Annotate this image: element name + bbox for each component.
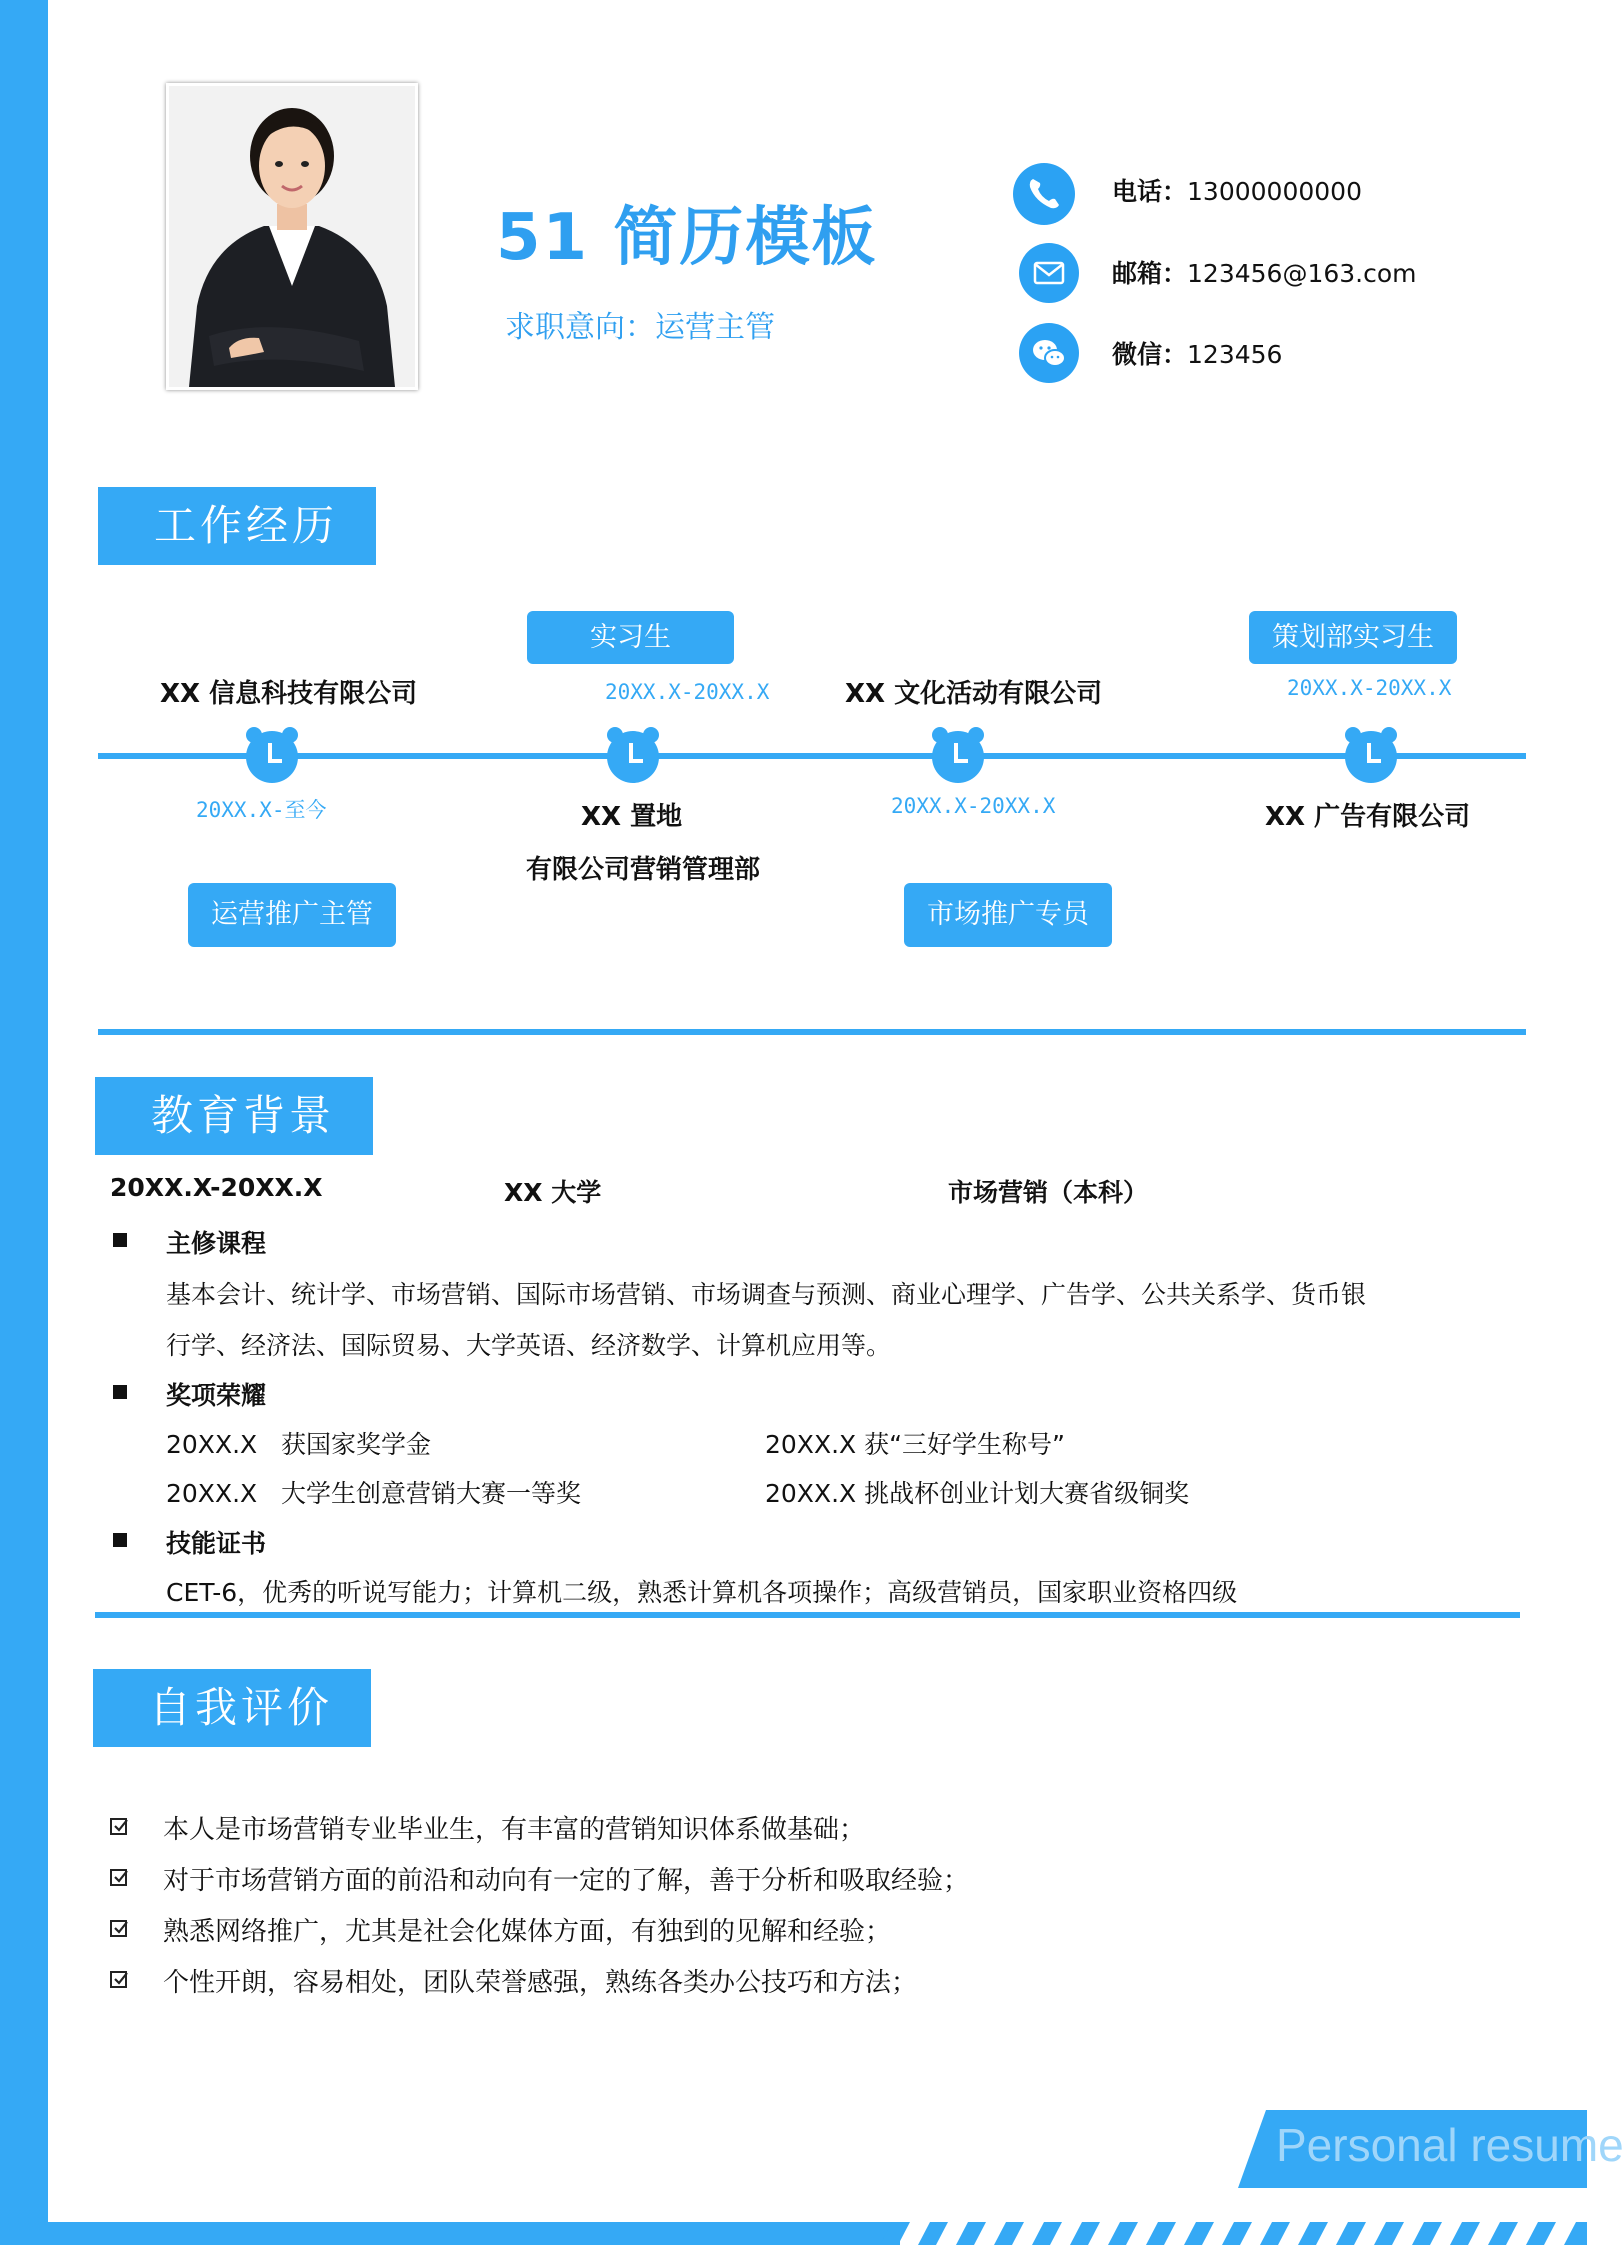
self-eval-item: 本人是市场营销专业毕业生，有丰富的营销知识体系做基础； [163, 1815, 866, 1845]
contact-wechat-value: 123456 [1187, 340, 1283, 369]
award-text: 大学生创意营销大赛一等奖 [280, 1479, 581, 1508]
bullet-square [113, 1533, 127, 1547]
contact-email-value: 123456@163.com [1187, 259, 1417, 288]
bottom-accent-bar [0, 2222, 900, 2245]
award-text: 获国家奖学金 [280, 1430, 431, 1459]
award-year: 20XX.X [765, 1430, 857, 1459]
timeline-date: 20XX.X-20XX.X [1287, 676, 1452, 700]
section-self-eval-header [93, 1669, 371, 1747]
award-text: 挑战杯创业计划大赛省级铜奖 [864, 1479, 1190, 1508]
award-item [765, 1474, 1189, 1510]
education-school: XX 大学 [504, 1178, 602, 1207]
checkbox-icon [110, 1818, 127, 1835]
self-eval-item: 个性开朗，容易相处，团队荣誉感强，熟练各类办公技巧和方法； [163, 1968, 918, 1998]
education-major: 市场营销（本科） [948, 1178, 1149, 1207]
section-divider [98, 1029, 1526, 1035]
contact-phone [1112, 172, 1362, 208]
timeline-role-badge: 实习生 [527, 611, 734, 664]
checkbox-icon [110, 1920, 127, 1937]
skills-text: CET-6，优秀的听说写能力；计算机二级，熟悉计算机各项操作；高级营销员，国家职业资格四级 [166, 1578, 1238, 1607]
timeline-company: XX 文化活动有限公司 [845, 679, 1103, 709]
timeline-date: 20XX.X-20XX.X [605, 680, 770, 704]
contact-email [1112, 254, 1417, 290]
timeline-company: 有限公司营销管理部 [526, 855, 761, 885]
checkbox-icon [110, 1869, 127, 1886]
timeline-role-badge: 策划部实习生 [1249, 611, 1457, 664]
courses-text: 基本会计、统计学、市场营销、国际市场营销、市场调查与预测、商业心理学、广告学、公共关系学、货币银 [166, 1280, 1367, 1309]
contact-phone-label: 电话： [1112, 177, 1188, 206]
section-education-title: 教育背景 [151, 1091, 336, 1140]
timeline-role-badge: 运营推广主管 [188, 883, 396, 947]
education-period: 20XX.X-20XX.X [110, 1173, 323, 1202]
award-item [166, 1474, 581, 1510]
left-accent-bar [0, 0, 48, 2245]
bullet-square [113, 1385, 127, 1399]
timeline-role-badge: 市场推广专员 [904, 883, 1112, 947]
timeline-company: XX 广告有限公司 [1265, 802, 1471, 832]
award-year: 20XX.X [166, 1430, 258, 1459]
avatar-image [169, 86, 415, 387]
contact-email-label: 邮箱： [1112, 259, 1188, 288]
courses-text: 行学、经济法、国际贸易、大学英语、经济数学、计算机应用等。 [166, 1331, 892, 1360]
courses-title: 主修课程 [166, 1229, 267, 1258]
contact-wechat-label: 微信： [1112, 340, 1188, 369]
clock-icon [601, 723, 665, 787]
timeline-date: 20XX.X-至今 [196, 798, 327, 822]
email-icon [1019, 243, 1079, 303]
award-year: 20XX.X [166, 1479, 258, 1508]
clock-icon [240, 723, 304, 787]
timeline-date: 20XX.X-20XX.X [891, 794, 1056, 818]
timeline-company: XX 信息科技有限公司 [160, 679, 418, 709]
phone-icon [1013, 163, 1075, 225]
timeline-company: XX 置地 [581, 802, 683, 832]
self-eval-item: 熟悉网络推广，尤其是社会化媒体方面，有独到的见解和经验； [163, 1917, 892, 1947]
award-text: 获“三好学生称号” [864, 1430, 1065, 1459]
profile-photo [166, 83, 418, 390]
wechat-icon [1019, 323, 1079, 383]
section-work-title: 工作经历 [154, 501, 339, 550]
contact-phone-value: 13000000000 [1187, 177, 1362, 206]
section-work-header [98, 487, 376, 565]
bullet-square [113, 1233, 127, 1247]
skills-title: 技能证书 [166, 1529, 267, 1558]
award-item [765, 1425, 1065, 1461]
page-title: 51 简历模板 [496, 201, 878, 275]
self-eval-item: 对于市场营销方面的前沿和动向有一定的了解，善于分析和吸取经验； [163, 1866, 970, 1896]
timeline-line [98, 753, 1526, 759]
section-divider [95, 1612, 1520, 1618]
watermark-text: Personal resume [1276, 2119, 1624, 2171]
clock-icon [1339, 723, 1403, 787]
award-item [166, 1425, 431, 1461]
clock-icon [926, 723, 990, 787]
job-objective: 求职意向：运营主管 [505, 310, 775, 345]
award-year: 20XX.X [765, 1479, 857, 1508]
bottom-stripes [880, 2222, 1587, 2245]
checkbox-icon [110, 1971, 127, 1988]
section-self-eval-title: 自我评价 [149, 1683, 334, 1732]
contact-wechat [1112, 335, 1282, 371]
section-education-header [95, 1077, 373, 1155]
awards-title: 奖项荣耀 [166, 1381, 267, 1410]
